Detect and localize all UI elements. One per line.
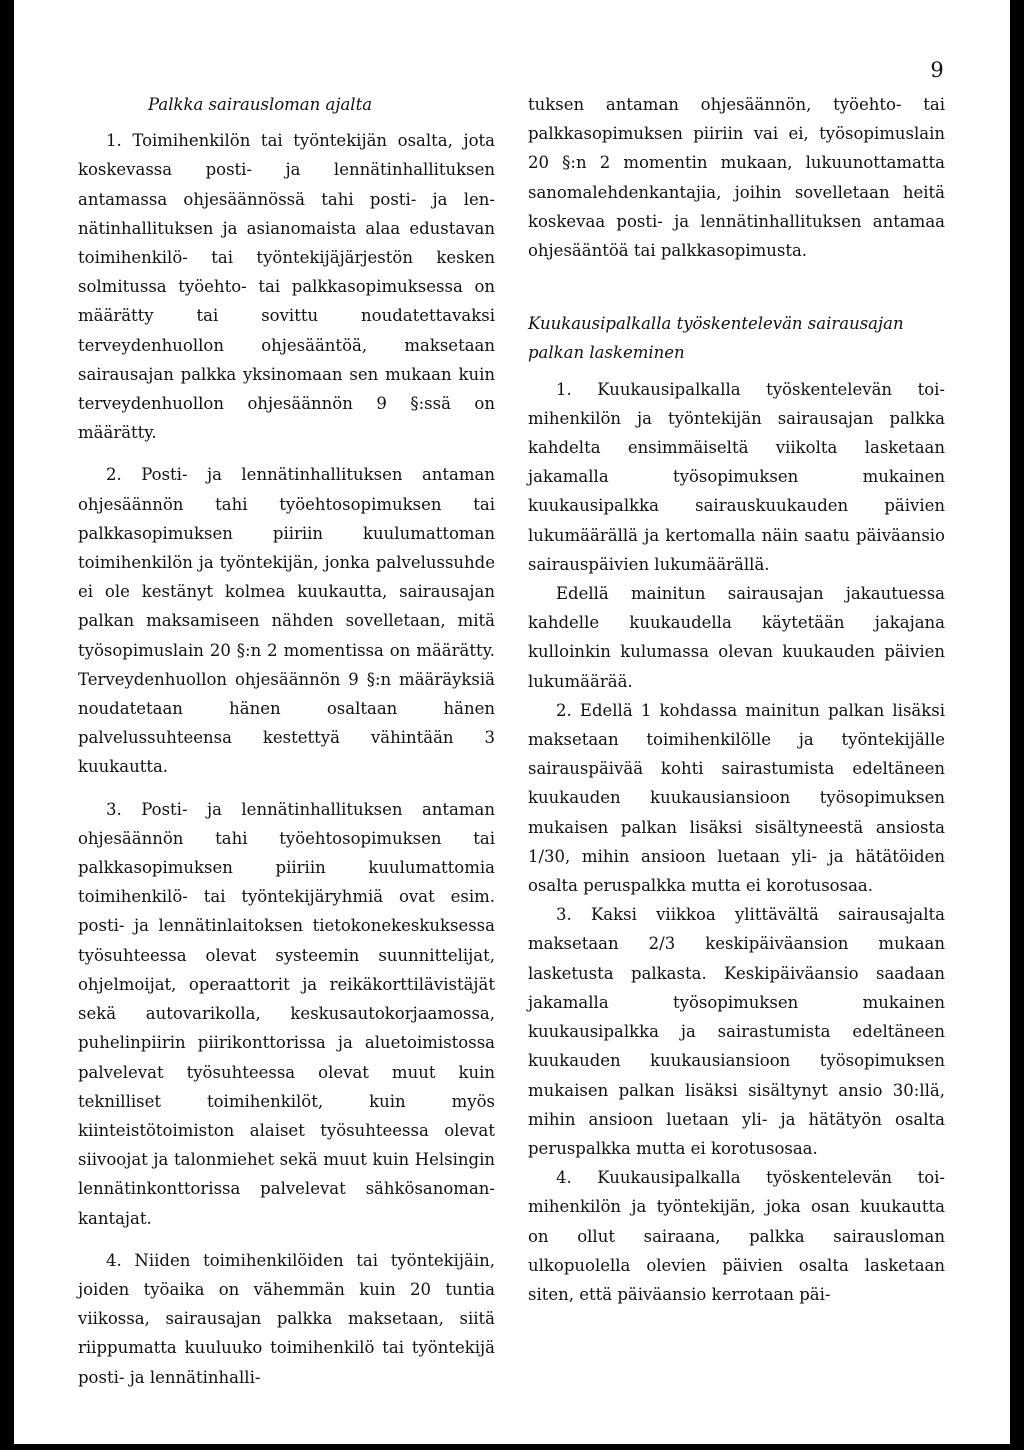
paragraph-right-1: 1. Kuukausipalkalla työskentelevän toimihenkilön ja työntekijän sairausajan palkka kahdelta ensimmäiseltä viikolta lasketaan jakamalla työsopimuksen mukainen kuukausipalkka sairauskuukauden päivien lukumäärällä ja kertomalla näin saatu päiväansio sairauspäivien lukumäärällä. bbox=[528, 379, 945, 574]
section-heading-monthly-pay-calculation: Kuukausipalkalla työskentelevän sairausajan palkan laskeminen bbox=[528, 314, 904, 363]
paragraph-right-continuation: tuksen antaman ohjesäännön, työehto- tai palkkasopimuksen piiriin vai ei, työsopimuslain 20 §:n 2 momentin mukaan, lukuunottamatta sanomalehdenkantajia, joihin sovelletaan heitä koskevaa posti- ja lennätinhallituksen antamaa ohjesääntöä tai palkkasopimusta. bbox=[528, 95, 945, 261]
left-column bbox=[78, 90, 495, 1392]
section-heading-sick-leave-pay: Palkka sairausloman ajalta bbox=[148, 95, 373, 114]
paragraph-left-2: 2. Posti- ja lennätinhallituksen antaman ohjesäännön tahi työehtosopimuksen tai palkkasopimuksen piiriin kuulumattoman toimihenkilön ja työntekijän, jonka palvelussuhde ei ole kestänyt kolmea kuukautta, sairausajan palkan maksamiseen nähden sovelletaan, mitä työsopimuslain 20 §:n 2 momentissa on määrätty. Terveydenhuollon ohjesäännön 9 §:n määräyksiä noudatetaan hänen osaltaan hänen palvelussuhteensa kestettyä vähintään 3 kuukautta. bbox=[78, 465, 495, 777]
scan-edge-bottom bbox=[0, 1444, 1024, 1450]
paragraph-right-2: Edellä mainitun sairausajan jakautuessa kahdelle kuukaudella käytetään jakajana kulloinkin kulumassa olevan kuukauden päivien lukumäärää. bbox=[528, 584, 945, 691]
paragraph-left-4: 4. Niiden toimihenkilöiden tai työntekijäin, joiden työaika on vähemmän kuin 20 tuntia viikossa, sairausajan palkka maksetaan, siitä riippumatta kuuluuko toimihenkilö tai työntekijä posti- ja lennätinhalli- bbox=[78, 1250, 495, 1387]
right-column bbox=[528, 90, 945, 1309]
scan-edge-left bbox=[0, 0, 14, 1450]
paragraph-left-3: 3. Posti- ja lennätinhallituksen antaman ohjesäännön tahi työehtosopimuksen tai palkkasopimuksen piiriin kuulumattomia toimihenkilö- tai työntekijäryhmiä ovat esim. posti- ja lennätinlaitoksen tietokonekeskuksessa työsuhteessa olevat systeemin suunnittelijat, ohjelmoijat, operaattorit ja reikäkorttilävistäjät sekä autovarikolla, keskusautokorjaamossa, puhelinpiirin piirikonttorissa ja aluetoimistossa palvelevat työsuhteessa olevat muut kuin teknilliset toimihenkilöt, kuin myös kiinteistötoimiston alaiset työsuhteessa olevat siivoojat ja talonmiehet sekä muut kuin Helsingin lennätinkonttorissa palvelevat sähkösanomankantajat. bbox=[78, 799, 495, 1228]
paragraph-right-3: 2. Edellä 1 kohdassa mainitun palkan lisäksi maksetaan toimihenkilölle ja työntekijälle sairauspäivää kohti sairastumista edeltäneen kuukauden kuukausiansioon työsopimuksen mukaisen palkan lisäksi sisältyneestä ansiosta 1/30, mihin ansioon luetaan yli- ja hätätöiden osalta peruspalkka mutta ei korotusosaa. bbox=[528, 700, 945, 896]
paragraph-right-5: 4. Kuukausipalkalla työskentelevän toimihenkilön ja työntekijän, joka osan kuukautta on ollut sairaana, palkka sairausloman ulkopuolella olevien päivien osalta lasketaan siten, että päiväansio kerrotaan päi- bbox=[528, 1168, 945, 1304]
page-number: 9 bbox=[930, 58, 944, 82]
scan-edge-right bbox=[1010, 0, 1024, 1450]
paragraph-right-4: 3. Kaksi viikkoa ylittävältä sairausajalta maksetaan 2/3 keskipäiväansion mukaan lasketusta palkasta. Keskipäiväansio saadaan jakamalla työsopimuksen mukainen kuukausipalkka ja sairastumista edeltäneen kuukauden kuukausiansioon työsopimuksen mukaisen palkan lisäksi sisältynyt ansio 30:llä, mihin ansioon luetaan yli- ja hätätyön osalta peruspalkka mutta ei korotusosaa. bbox=[528, 905, 945, 1158]
paragraph-left-1: 1. Toimihenkilön tai työntekijän osalta, jota koskevassa posti- ja lennätinhallituksen antamassa ohjesäännössä tahi posti- ja lennätinhallituksen ja asianomaista alaa edustavan toimihenkilö- tai työntekijäjärjestön kesken solmitussa työehto- tai palkkasopimuksessa on määrätty tai sovittu noudatettavaksi terveydenhuollon ohjesääntöä, maksetaan sairausajan palkka yksinomaan sen mukaan kuin terveydenhuollon ohjesäännön 9 §:ssä on määrätty. bbox=[78, 131, 495, 443]
